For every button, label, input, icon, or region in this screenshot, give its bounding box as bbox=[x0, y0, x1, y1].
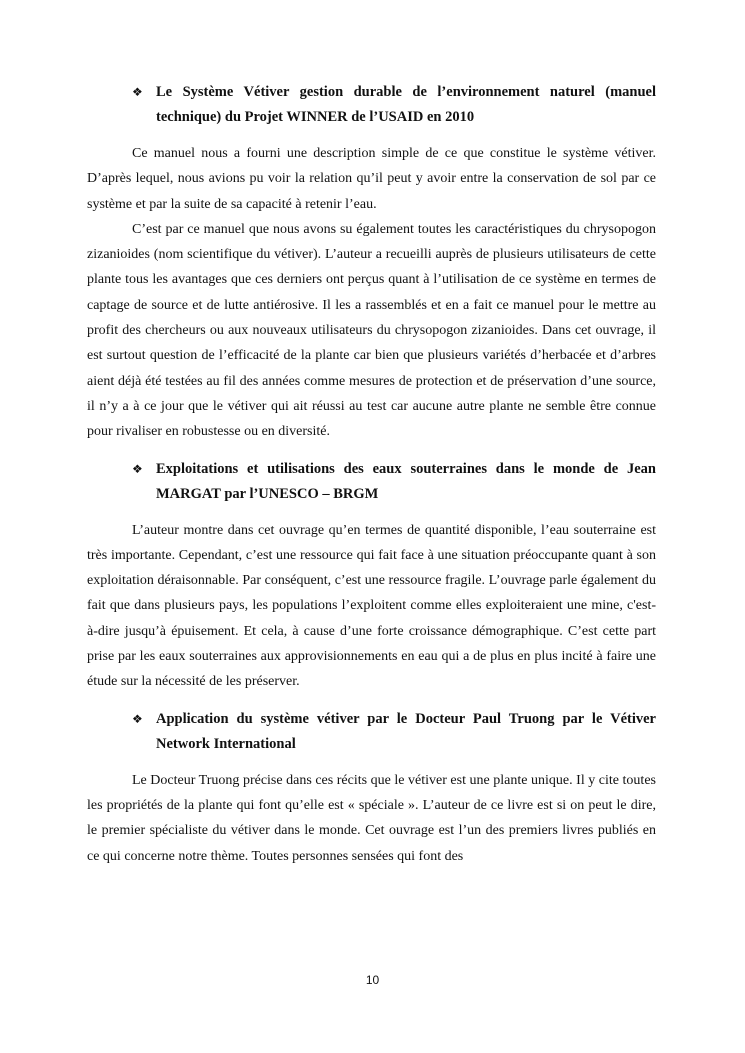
section-heading-truong bbox=[87, 707, 656, 757]
diamond-bullet-icon: ❖ bbox=[132, 711, 143, 726]
paragraph: L’auteur montre dans cet ouvrage qu’en termes de quantité disponible, l’eau souterraine est très importante. Cependant, c’est une ressource qui fait face à une situation préoccupante quant à son exploitation déraisonnable. Par conséquent, c’est une ressource fragile. L’ouvrage parle également du fait que dans plusieurs pays, les populations l’exploitent comme elles exploiteraient une mine, c'est-à-dire jusqu’à épuisement. Et cela, à cause d’une forte croissance démographique. C’est cette part prise par les eaux souterraines aux approvisionnements en eau qui a de plus en plus incité à faire une étude sur la nécessité de les préserver. bbox=[87, 522, 656, 690]
page-number: 10 bbox=[365, 973, 380, 987]
section-heading-groundwater bbox=[87, 457, 656, 507]
paragraph: Ce manuel nous a fourni une description simple de ce que constitue le système vétiver. D’après lequel, nous avions pu voir la relation qu’il peut y avoir entre la conservation de sol par ce système et par la suite de sa capacité à retenir l’eau. bbox=[87, 146, 656, 212]
paragraph: C’est par ce manuel que nous avons su également toutes les caractéristiques du chrysopogon zizanioides (nom scientifique du vétiver). L’auteur a recueilli auprès de plusieurs utilisateurs de cette plante tous les avantages que ces derniers ont perçus quant à l’utilisation de ce système en termes de captage de source et de lutte antiérosive. Il les a rassemblés et en a fait ce manuel pour le mettre au profit des chercheurs ou aux nouveaux utilisateurs du chrysopogon zizanioides. Dans cet ouvrage, il est surtout question de l’efficacité de la plante car bien que plusieurs variétés d’herbacée et d’arbres aient déjà été testées au fil des années comme mesures de protection et de préservation d’une source, il n’y a à ce jour que le vétiver qui ait réussi au test car aucune autre plante ne semble être connue pour rivaliser en robustesse ou en diversité. bbox=[87, 221, 656, 440]
heading-text: Le Système Vétiver gestion durable de l’environnement naturel (manuel technique) du Projet WINNER de l’USAID en 2010 bbox=[156, 84, 656, 125]
diamond-bullet-icon: ❖ bbox=[132, 85, 143, 99]
paragraph: Le Docteur Truong précise dans ces récits que le vétiver est une plante unique. Il y cite toutes les propriétés de la plante qui font qu’elle est « spéciale ». L’auteur de ce livre est si on peut le dire, le premier spécialiste du vétiver dans le monde. Cet ouvrage est l’un des premiers livres publiés en ce qui concerne notre thème. Toutes personnes sensées qui font des bbox=[87, 772, 656, 864]
heading-text: Exploitations et utilisations des eaux souterraines dans le monde de Jean MARGAT par l’UNESCO – BRGM bbox=[156, 460, 656, 502]
section-heading-vetiver-manual bbox=[87, 80, 656, 130]
page-body bbox=[87, 80, 656, 881]
diamond-bullet-icon: ❖ bbox=[132, 461, 143, 476]
heading-text: Application du système vétiver par le Docteur Paul Truong par le Vétiver Network International bbox=[156, 710, 656, 752]
